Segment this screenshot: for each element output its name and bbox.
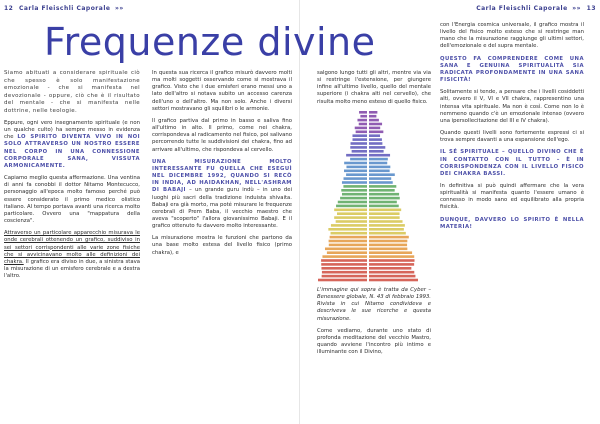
left-author-name: Carla Fleischli Caporale — [18, 5, 111, 12]
column-3-top — [317, 70, 431, 111]
graph-bar-right — [369, 166, 390, 169]
graph-bar-left — [342, 193, 367, 196]
graph-bar-right — [369, 244, 407, 247]
col3-paragraph-2: Come vediamo, durante uno stato di profonda meditazione del vecchio Mastro, quando avviene l'incontro più intimo e illuminante con il Divino, — [317, 327, 431, 356]
graph-bar-right — [369, 173, 395, 176]
graph-bar-right — [369, 150, 384, 153]
right-header-decor: »» — [572, 5, 582, 12]
graph-bar-right — [369, 142, 382, 145]
figure-caption: L'immagine qui sopra è tratta da Cyber – Benessere globale, N. 43 di febbraio 1993. Rivista in cui Nitamo condivideva e descriveva le sue ricerche e questa misurazione. — [317, 287, 431, 322]
graph-bar-left — [355, 127, 367, 130]
graph-bar-right — [369, 255, 414, 258]
right-author-name: Carla Fleischli Caporale — [476, 5, 568, 12]
col1-paragraph-1 — [4, 120, 140, 170]
graph-bar-right — [369, 146, 385, 149]
graph-bar-left — [336, 220, 367, 223]
col4-paragraph-3: Quando questi livelli sono fortemente espressi ci si trova sempre davanti a una espansione dell'ego. — [440, 130, 584, 144]
graph-bar-right — [369, 212, 400, 215]
intro-paragraph: Siamo abituati a considerare spirituale ciò che spesso è solo manifestazione emozionale - che si manifesta nel devozionale - oppure, ciò che è il risultato del mentale - che si manifesta nelle dottrine, nelle teologie. — [4, 70, 140, 114]
graph-bar-right — [369, 236, 409, 239]
graph-bar-right — [369, 131, 383, 134]
graph-bar-left — [334, 216, 367, 219]
graph-bar-left — [352, 138, 367, 141]
col2-paragraph-3 — [152, 159, 292, 231]
graph-bar-right — [369, 197, 400, 200]
graph-bar-right — [369, 209, 401, 212]
graph-bar-right — [369, 134, 380, 137]
graph-bar-right — [369, 154, 390, 157]
graph-bar-right — [369, 248, 407, 251]
graph-bar-left — [331, 224, 367, 227]
graph-bar-left — [329, 240, 367, 243]
graph-bar-right — [369, 193, 399, 196]
graph-bar-right — [369, 267, 411, 270]
graph-bar-left — [341, 189, 367, 192]
col1-p3-text: Il grafico era diviso in due, a sinistra stava la misurazione di un emisfero cerebrale e a destra l'altro. — [4, 258, 141, 280]
graph-bar-left — [322, 275, 367, 278]
graph-bar-right — [369, 224, 405, 227]
graph-bar-left — [352, 134, 367, 137]
graph-bar-left — [342, 181, 367, 184]
graph-bar-right — [369, 127, 380, 130]
brainwave-graph-image — [318, 107, 418, 283]
graph-bar-left — [359, 111, 367, 114]
graph-bar-right — [369, 119, 379, 122]
left-page-number: 12 — [4, 5, 14, 12]
graph-bar-left — [346, 154, 367, 157]
col4-highlight-3: DUNQUE, DAVVERO LO SPIRITO È NELLA MATERIA! — [440, 216, 584, 230]
right-page-header — [476, 5, 596, 12]
col4-highlight-2: IL SÉ SPIRITUALE – QUELLO DIVINO CHE È IN CONTATTO CON IL TUTTO – È IN CORRISPONDENZA CON IL LIVELLO FISICO DEI CHAKRA BASSI. — [440, 149, 584, 177]
column-2 — [152, 70, 292, 262]
graph-bar-left — [360, 115, 367, 118]
col4-highlight-1: QUESTO FA COMPRENDERE COME UNA SANA E GENUINA SPIRITUALITÀ SIA RADICATA PROFONDAMENTE IN UNA SANA FISICITÀ! — [440, 55, 584, 84]
graph-bar-right — [369, 263, 414, 266]
col1-highlight: LO SPIRITO DIVENTA VIVO IN NOI SOLO ATTRAVERSO UN NOSTRO ESSERE NEL CORPO IN UNA CONNESSIONE CORPORALE SANA, VISSUTA ARMONICAMENTE. — [4, 134, 141, 169]
col4-paragraph-4: In definitiva si può quindi affermare che la vera spiritualità si manifesta quanto l'essere umano è connesso in modo sano ed equilibrato alla propria fisicità. — [440, 182, 584, 211]
graph-bar-left — [322, 255, 367, 258]
col1-underlined-text: Attraverso un particolare apparecchio misurava le onde cerebrali ottenendo un grafico, suddiviso in sei settori corrispondenti alle varie zone fisiche che si avvicinavano molto alle definizioni dei chakra. — [4, 230, 140, 265]
graph-bar-left — [327, 251, 367, 254]
graph-bar-left — [344, 170, 367, 173]
graph-bar-right — [369, 162, 387, 165]
graph-bar-left — [334, 209, 367, 212]
graph-bar-left — [343, 185, 367, 188]
col1-p1-text: Eppure, ogni vero insegnamento spirituale (e non un qualche culto) ha sempre messo in evidenza che — [4, 120, 140, 141]
graph-bar-right — [369, 189, 395, 192]
graph-bar-right — [369, 115, 376, 118]
graph-bar-right — [369, 216, 400, 219]
col2-paragraph-2: Il grafico partiva dal primo in basso e saliva fino all'ultimo in alto. Il primo, come nei chakra, corrispondeva al radicamento nel fisico, poi salivano percorrendo tutte le suddivisioni dei chakra, fino ad arrivare all'ultimo, che rispondeva al cervello. — [152, 117, 292, 153]
graph-bar-right — [369, 170, 390, 173]
graph-bar-right — [369, 228, 404, 231]
graph-bar-left — [350, 158, 367, 161]
graph-bar-left — [338, 201, 367, 204]
graph-bar-right — [369, 251, 412, 254]
column-1 — [4, 70, 140, 285]
graph-bar-left — [337, 212, 367, 215]
graph-bar-left — [318, 279, 367, 282]
col2-p3-text: – un grande guru indù – in uno dei luoghi più sacri della tradizione induista shivaita. Babaji era già morto, ma poté misurare le frequenze cerebrali di Prem Baba, il vecchio maestro che aveva "scoperto" l'allora giovanissimo Babaji. E il grafico ottenuto fu davvero molto interessante. — [152, 187, 292, 230]
graph-bar-left — [351, 142, 367, 145]
graph-bar-right — [369, 271, 414, 274]
col2-paragraph-1: In questa sua ricerca il grafico misurò davvero molti ma molti soggetti osservando come si mostrava il grafico. Visto che i due emisferi erano messi uno a lato dell'altro si notava subito un accesso carenza dell'uno o dell'altro. Ma non solo. Anche i diversi settori mostravano gli squilibri o le armonie. — [152, 70, 292, 112]
left-header-decor: »» — [115, 5, 124, 12]
graph-bar-left — [325, 248, 367, 251]
graph-bar-right — [369, 220, 403, 223]
col3-paragraph-1: salgono lungo tutti gli altri, mentre via via si restringe l'estensione, per giungere infine all'ultimo livello, quello del mentale superiore (i chakra alti nel cervello), che risulta molto meno esteso di quello fisico. — [317, 70, 431, 105]
graph-bar-left — [322, 271, 367, 274]
graph-bar-left — [340, 197, 367, 200]
graph-bar-right — [369, 205, 399, 208]
graph-bar-right — [369, 275, 415, 278]
graph-bar-right — [369, 177, 391, 180]
graph-bar-left — [346, 166, 367, 169]
graph-bar-right — [369, 138, 382, 141]
graph-bar-left — [356, 131, 367, 134]
col2-highlight: UNA MISURAZIONE MOLTO INTERESSANTE FU QUELLA CHE ESEGUÌ NEL DICEMBRE 1992, QUANDO SI RECÒ IN INDIA, AD HAIDAKHAN, NELL'ASHRAM DI BABAJI — [152, 158, 292, 194]
left-page-header — [4, 5, 124, 12]
graph-bar-left — [350, 146, 367, 149]
col2-paragraph-4: La misurazione mostra le funzioni che partono da una base molto estesa del livello fisico (primo chakra), e — [152, 235, 292, 256]
graph-bar-right — [369, 259, 415, 262]
col4-paragraph-2: Solitamente si tende, a pensare che i livelli cosiddetti alti, ovvero il V, VI e VII chakra, rappresentino una intensa vita spirituale. Ma non è così. Come non lo è nemmeno quando c'è un emozionale intenso (ovvero una ipersollecitazione del III e IV chakra). — [440, 89, 584, 124]
col1-paragraph-3 — [4, 230, 140, 280]
page-title: Frequenze divine — [44, 20, 376, 64]
graph-bar-left — [328, 228, 367, 231]
graph-bar-left — [344, 162, 367, 165]
graph-bar-right — [369, 232, 406, 235]
graph-bar-left — [346, 173, 367, 176]
graph-bar-left — [359, 123, 367, 126]
graph-bar-left — [321, 259, 367, 262]
graph-bar-right — [369, 240, 407, 243]
col4-paragraph-1: con l'Energia cosmica universale, il grafico mostra il livello del fisico molto esteso che si restringe man mano che la misurazione raggiunge gli ultimi settori, dell'emozionale e del supra mentale. — [440, 22, 584, 50]
col1-paragraph-2: Capiamo meglio questa affermazione. Una ventina di anni fa conobbi il dottor Nitamo Montecucco, personaggio all'epoca molto famoso perché può essere considerato il primo medico olistico italiano. Al tempo portava avanti una ricerca molto particolare. Ovvero una "mappatura della coscienza". — [4, 175, 140, 225]
graph-bar-right — [369, 185, 396, 188]
graph-bar-left — [329, 244, 367, 247]
graph-bar-left — [357, 119, 367, 122]
graph-bar-left — [352, 150, 367, 153]
graph-bar-left — [321, 267, 367, 270]
right-page-number: 13 — [586, 5, 596, 12]
graph-bar-right — [369, 181, 393, 184]
graph-bar-left — [331, 232, 367, 235]
column-4 — [440, 22, 584, 236]
graph-bar-right — [369, 279, 418, 282]
graph-bar-right — [369, 201, 397, 204]
graph-bar-left — [336, 205, 367, 208]
graph-bar-left — [321, 263, 367, 266]
graph-bar-right — [369, 111, 377, 114]
graph-bar-right — [369, 158, 388, 161]
column-3-bottom — [317, 287, 431, 361]
graph-bar-left — [344, 177, 367, 180]
graph-bar-right — [369, 123, 382, 126]
graph-bar-left — [330, 236, 367, 239]
